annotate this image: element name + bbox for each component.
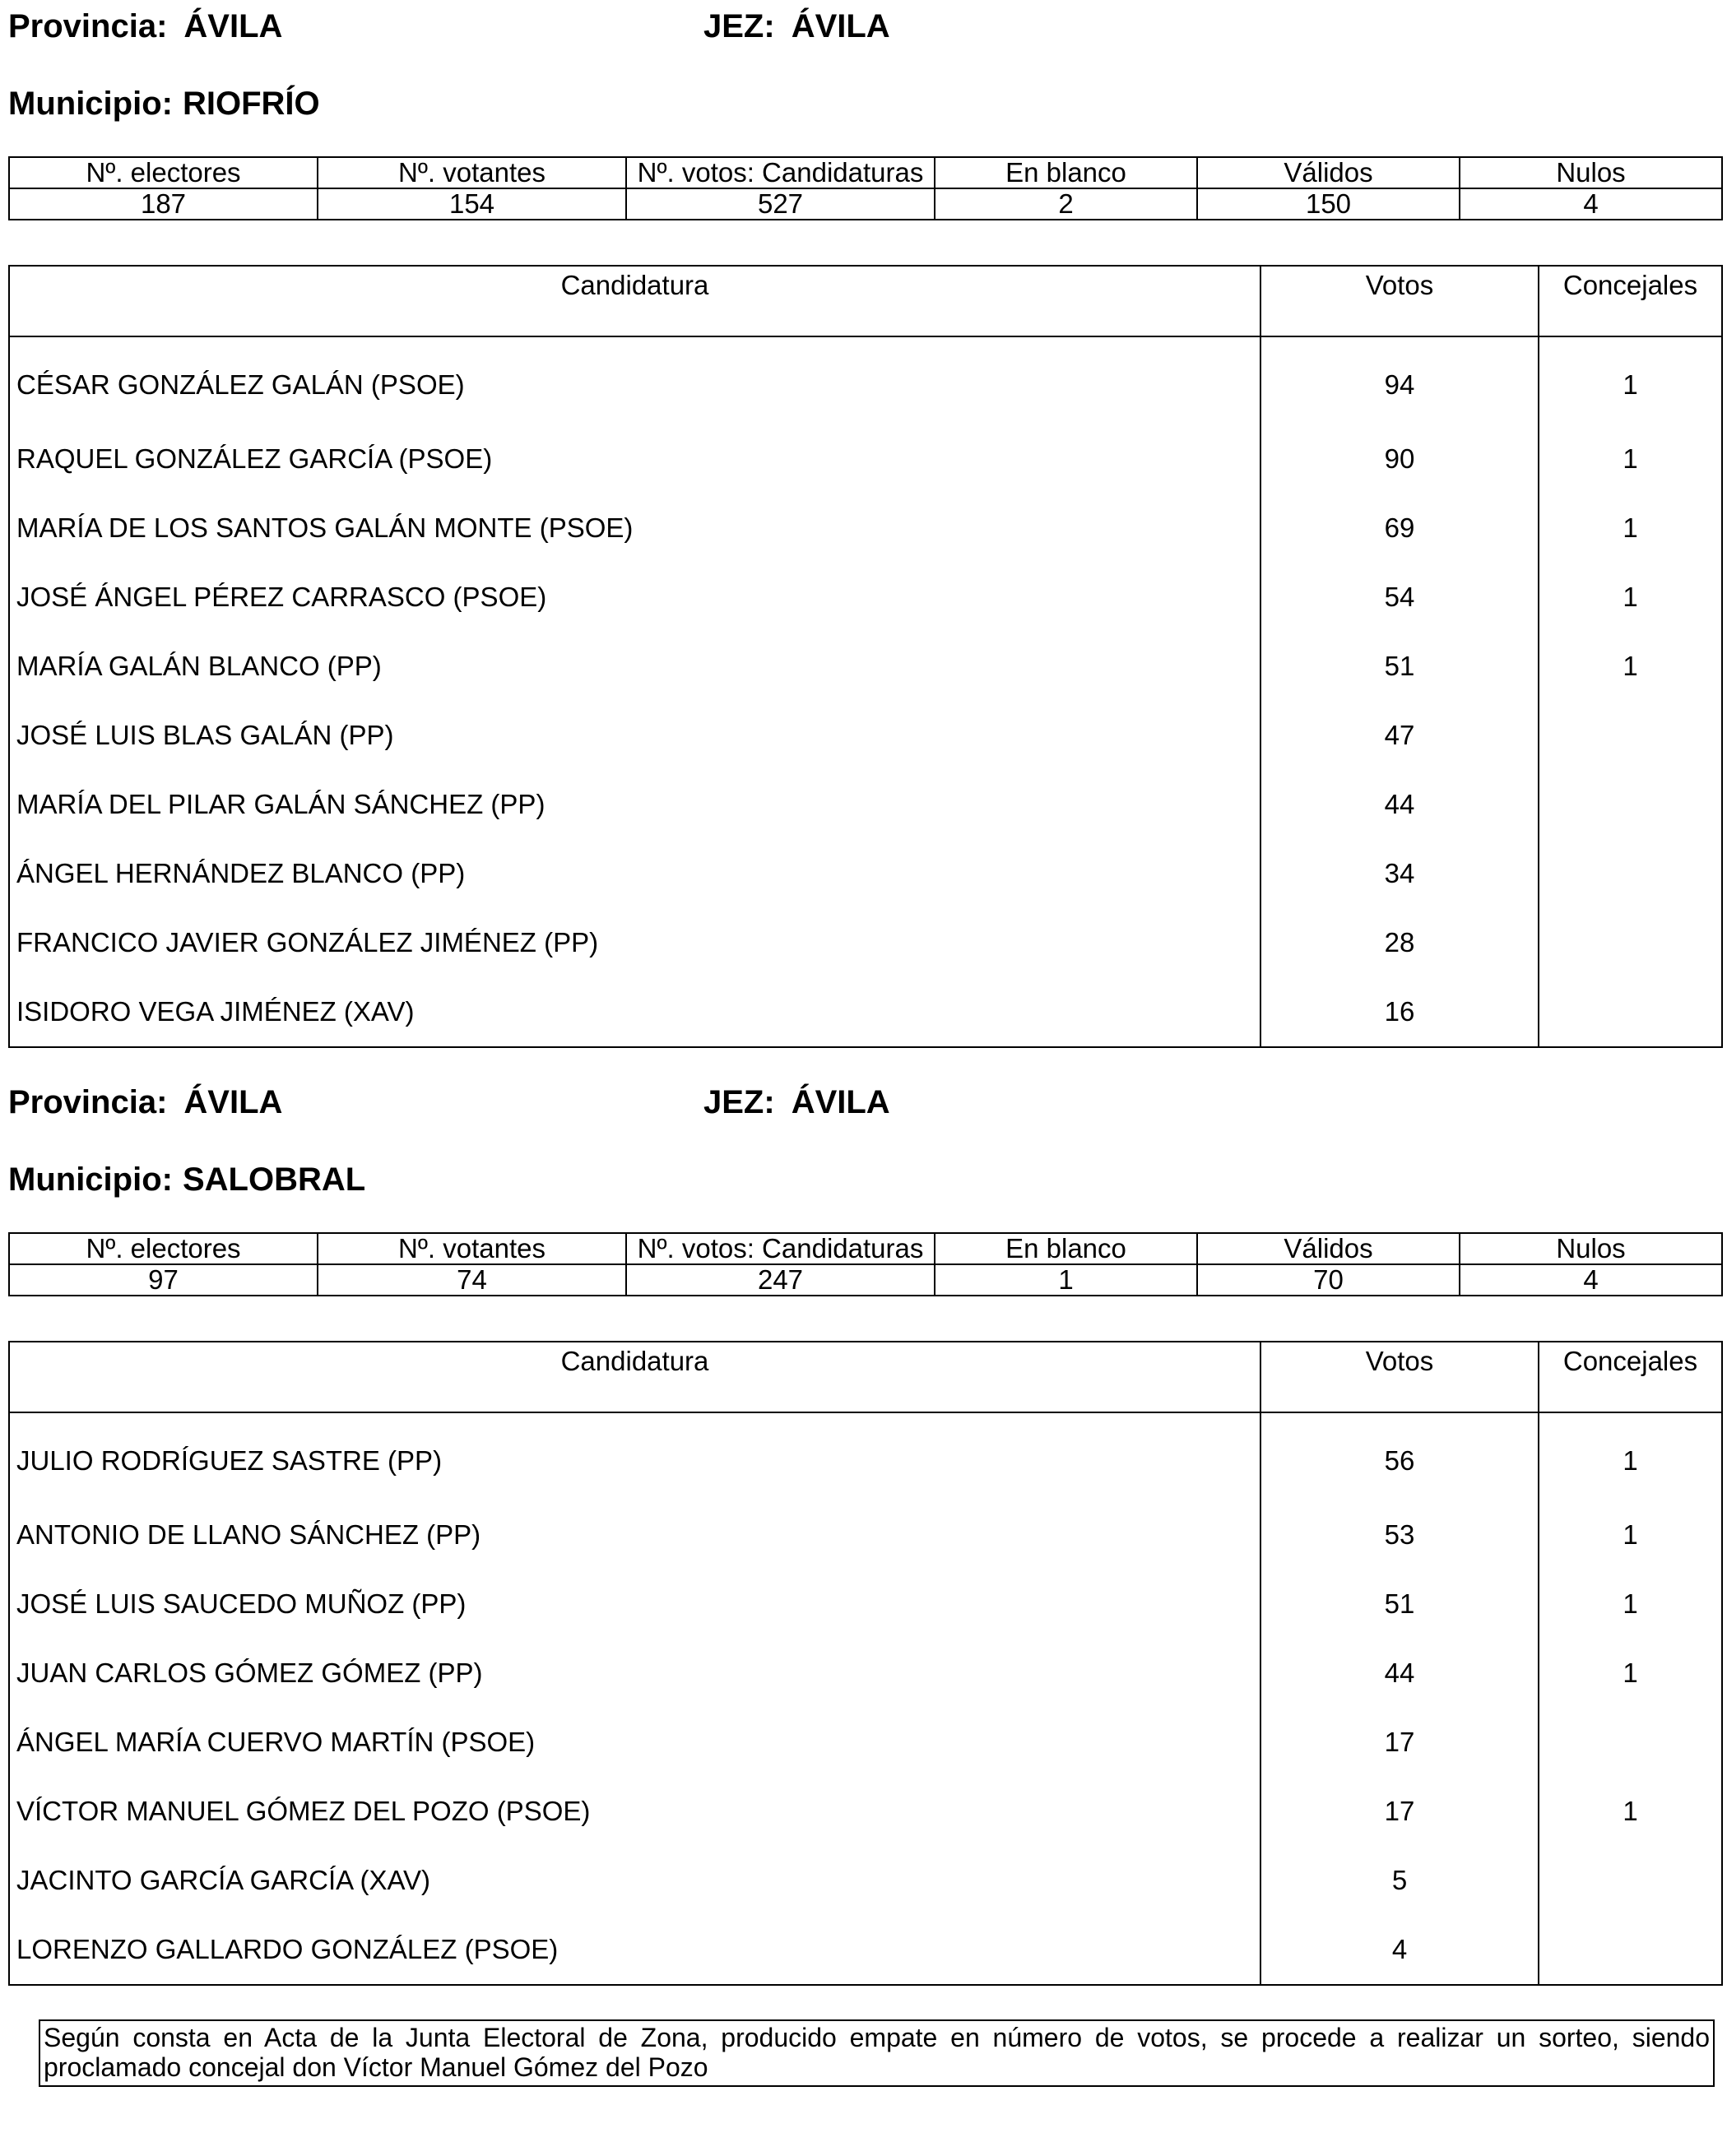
candidate-votes: 51 xyxy=(1260,632,1539,701)
candidate-row xyxy=(9,1639,1722,1708)
candidate-seats xyxy=(1539,1708,1722,1777)
summary-value-cell: 150 xyxy=(1197,188,1460,220)
summary-header-cell: Nº. votantes xyxy=(318,157,626,188)
candidate-row xyxy=(9,632,1722,701)
candidate-votes: 56 xyxy=(1260,1412,1539,1500)
summary-header-row xyxy=(9,157,1722,188)
candidate-votes: 16 xyxy=(1260,977,1539,1047)
candidate-name: ISIDORO VEGA JIMÉNEZ (XAV) xyxy=(9,977,1260,1047)
summary-value-cell: 1 xyxy=(935,1264,1197,1296)
candidate-name: JOSÉ LUIS BLAS GALÁN (PP) xyxy=(9,701,1260,770)
candidate-row xyxy=(9,1500,1722,1569)
candidate-row xyxy=(9,1569,1722,1639)
candidate-seats: 1 xyxy=(1539,336,1722,424)
candidate-votes: 44 xyxy=(1260,770,1539,839)
candidatura-header: Candidatura xyxy=(9,1342,1260,1412)
candidate-votes: 54 xyxy=(1260,563,1539,632)
municipio-heading xyxy=(8,84,320,123)
candidate-seats xyxy=(1539,701,1722,770)
summary-header-cell: Nº. electores xyxy=(9,1233,318,1264)
candidates-header-row xyxy=(9,1342,1722,1412)
candidate-votes: 17 xyxy=(1260,1777,1539,1846)
jez-heading xyxy=(703,1083,890,1122)
candidate-seats: 1 xyxy=(1539,1500,1722,1569)
provincia-heading xyxy=(8,7,282,46)
candidate-name: RAQUEL GONZÁLEZ GARCÍA (PSOE) xyxy=(9,424,1260,494)
municipio-heading xyxy=(8,1160,365,1199)
candidate-votes: 69 xyxy=(1260,494,1539,563)
provincia-value: ÁVILA xyxy=(183,1084,283,1120)
candidate-name: FRANCICO JAVIER GONZÁLEZ JIMÉNEZ (PP) xyxy=(9,908,1260,977)
provincia-label: Provincia: xyxy=(8,8,168,44)
votos-header: Votos xyxy=(1260,266,1539,336)
jez-label: JEZ: xyxy=(703,1084,775,1120)
summary-header-cell: En blanco xyxy=(935,157,1197,188)
candidate-seats xyxy=(1539,839,1722,908)
candidate-name: LORENZO GALLARDO GONZÁLEZ (PSOE) xyxy=(9,1915,1260,1985)
summary-value-row xyxy=(9,188,1722,220)
summary-value-cell: 74 xyxy=(318,1264,626,1296)
candidate-seats: 1 xyxy=(1539,494,1722,563)
summary-header-cell: Nº. votos: Candidaturas xyxy=(626,1233,935,1264)
candidate-row xyxy=(9,1915,1722,1985)
candidates-table xyxy=(8,1341,1723,1986)
summary-header-cell: Nº. votos: Candidaturas xyxy=(626,157,935,188)
summary-header-cell: Válidos xyxy=(1197,157,1460,188)
summary-header-cell: Válidos xyxy=(1197,1233,1460,1264)
candidate-row xyxy=(9,1777,1722,1846)
summary-value-cell: 70 xyxy=(1197,1264,1460,1296)
municipio-label: Municipio: xyxy=(8,86,173,122)
candidate-seats: 1 xyxy=(1539,1639,1722,1708)
candidate-votes: 94 xyxy=(1260,336,1539,424)
candidate-name: MARÍA DE LOS SANTOS GALÁN MONTE (PSOE) xyxy=(9,494,1260,563)
jez-heading xyxy=(703,7,890,46)
candidate-seats xyxy=(1539,1846,1722,1915)
candidates-table xyxy=(8,265,1723,1048)
candidate-seats: 1 xyxy=(1539,1569,1722,1639)
summary-value-cell: 4 xyxy=(1460,188,1722,220)
candidates-header-row xyxy=(9,266,1722,336)
summary-table xyxy=(8,156,1723,220)
candidate-row xyxy=(9,563,1722,632)
candidate-seats: 1 xyxy=(1539,632,1722,701)
municipio-label: Municipio: xyxy=(8,1161,173,1198)
concejales-header: Concejales xyxy=(1539,266,1722,336)
summary-value-cell: 527 xyxy=(626,188,935,220)
candidate-row xyxy=(9,1846,1722,1915)
candidate-seats xyxy=(1539,908,1722,977)
candidate-row xyxy=(9,336,1722,424)
candidatura-header: Candidatura xyxy=(9,266,1260,336)
candidate-row xyxy=(9,908,1722,977)
candidate-name: CÉSAR GONZÁLEZ GALÁN (PSOE) xyxy=(9,336,1260,424)
candidate-seats: 1 xyxy=(1539,563,1722,632)
municipio-value: SALOBRAL xyxy=(182,1161,366,1198)
candidate-row xyxy=(9,770,1722,839)
provincia-label: Provincia: xyxy=(8,1084,168,1120)
summary-header-cell: En blanco xyxy=(935,1233,1197,1264)
summary-header-cell: Nulos xyxy=(1460,157,1722,188)
candidate-seats xyxy=(1539,770,1722,839)
candidate-votes: 5 xyxy=(1260,1846,1539,1915)
candidate-votes: 34 xyxy=(1260,839,1539,908)
candidate-name: MARÍA DEL PILAR GALÁN SÁNCHEZ (PP) xyxy=(9,770,1260,839)
candidate-seats xyxy=(1539,1915,1722,1985)
candidate-name: MARÍA GALÁN BLANCO (PP) xyxy=(9,632,1260,701)
candidate-votes: 53 xyxy=(1260,1500,1539,1569)
votos-header: Votos xyxy=(1260,1342,1539,1412)
summary-table xyxy=(8,1232,1723,1296)
candidate-row xyxy=(9,1708,1722,1777)
candidate-name: JOSÉ ÁNGEL PÉREZ CARRASCO (PSOE) xyxy=(9,563,1260,632)
candidate-name: VÍCTOR MANUEL GÓMEZ DEL POZO (PSOE) xyxy=(9,1777,1260,1846)
candidate-name: JACINTO GARCÍA GARCÍA (XAV) xyxy=(9,1846,1260,1915)
summary-value-row xyxy=(9,1264,1722,1296)
candidate-name: JOSÉ LUIS SAUCEDO MUÑOZ (PP) xyxy=(9,1569,1260,1639)
summary-value-cell: 154 xyxy=(318,188,626,220)
candidate-row xyxy=(9,494,1722,563)
summary-value-cell: 4 xyxy=(1460,1264,1722,1296)
jez-label: JEZ: xyxy=(703,8,775,44)
summary-header-cell: Nulos xyxy=(1460,1233,1722,1264)
jez-value: ÁVILA xyxy=(791,1084,890,1120)
municipio-value: RIOFRÍO xyxy=(182,86,320,122)
candidate-name: ÁNGEL MARÍA CUERVO MARTÍN (PSOE) xyxy=(9,1708,1260,1777)
candidate-row xyxy=(9,839,1722,908)
candidate-votes: 51 xyxy=(1260,1569,1539,1639)
candidate-name: JULIO RODRÍGUEZ SASTRE (PP) xyxy=(9,1412,1260,1500)
candidate-seats xyxy=(1539,977,1722,1047)
jez-value: ÁVILA xyxy=(791,8,890,44)
candidate-name: JUAN CARLOS GÓMEZ GÓMEZ (PP) xyxy=(9,1639,1260,1708)
candidate-seats: 1 xyxy=(1539,424,1722,494)
summary-value-cell: 187 xyxy=(9,188,318,220)
candidate-votes: 90 xyxy=(1260,424,1539,494)
tie-break-note: Según consta en Acta de la Junta Electoral de Zona, producido empate en número de votos, se procede a realizar un sorteo, siendo proclamado concejal don Víctor Manuel Gómez del Pozo xyxy=(39,2019,1715,2087)
candidate-votes: 28 xyxy=(1260,908,1539,977)
candidate-row xyxy=(9,1412,1722,1500)
candidate-votes: 47 xyxy=(1260,701,1539,770)
candidate-row xyxy=(9,977,1722,1047)
candidate-votes: 17 xyxy=(1260,1708,1539,1777)
summary-header-cell: Nº. votantes xyxy=(318,1233,626,1264)
candidate-name: ÁNGEL HERNÁNDEZ BLANCO (PP) xyxy=(9,839,1260,908)
summary-value-cell: 97 xyxy=(9,1264,318,1296)
candidate-votes: 4 xyxy=(1260,1915,1539,1985)
summary-value-cell: 2 xyxy=(935,188,1197,220)
concejales-header: Concejales xyxy=(1539,1342,1722,1412)
candidate-row xyxy=(9,424,1722,494)
candidate-votes: 44 xyxy=(1260,1639,1539,1708)
summary-value-cell: 247 xyxy=(626,1264,935,1296)
candidate-seats: 1 xyxy=(1539,1777,1722,1846)
candidate-seats: 1 xyxy=(1539,1412,1722,1500)
provincia-value: ÁVILA xyxy=(183,8,283,44)
candidate-row xyxy=(9,701,1722,770)
provincia-heading xyxy=(8,1083,282,1122)
summary-header-cell: Nº. electores xyxy=(9,157,318,188)
candidate-name: ANTONIO DE LLANO SÁNCHEZ (PP) xyxy=(9,1500,1260,1569)
summary-header-row xyxy=(9,1233,1722,1264)
